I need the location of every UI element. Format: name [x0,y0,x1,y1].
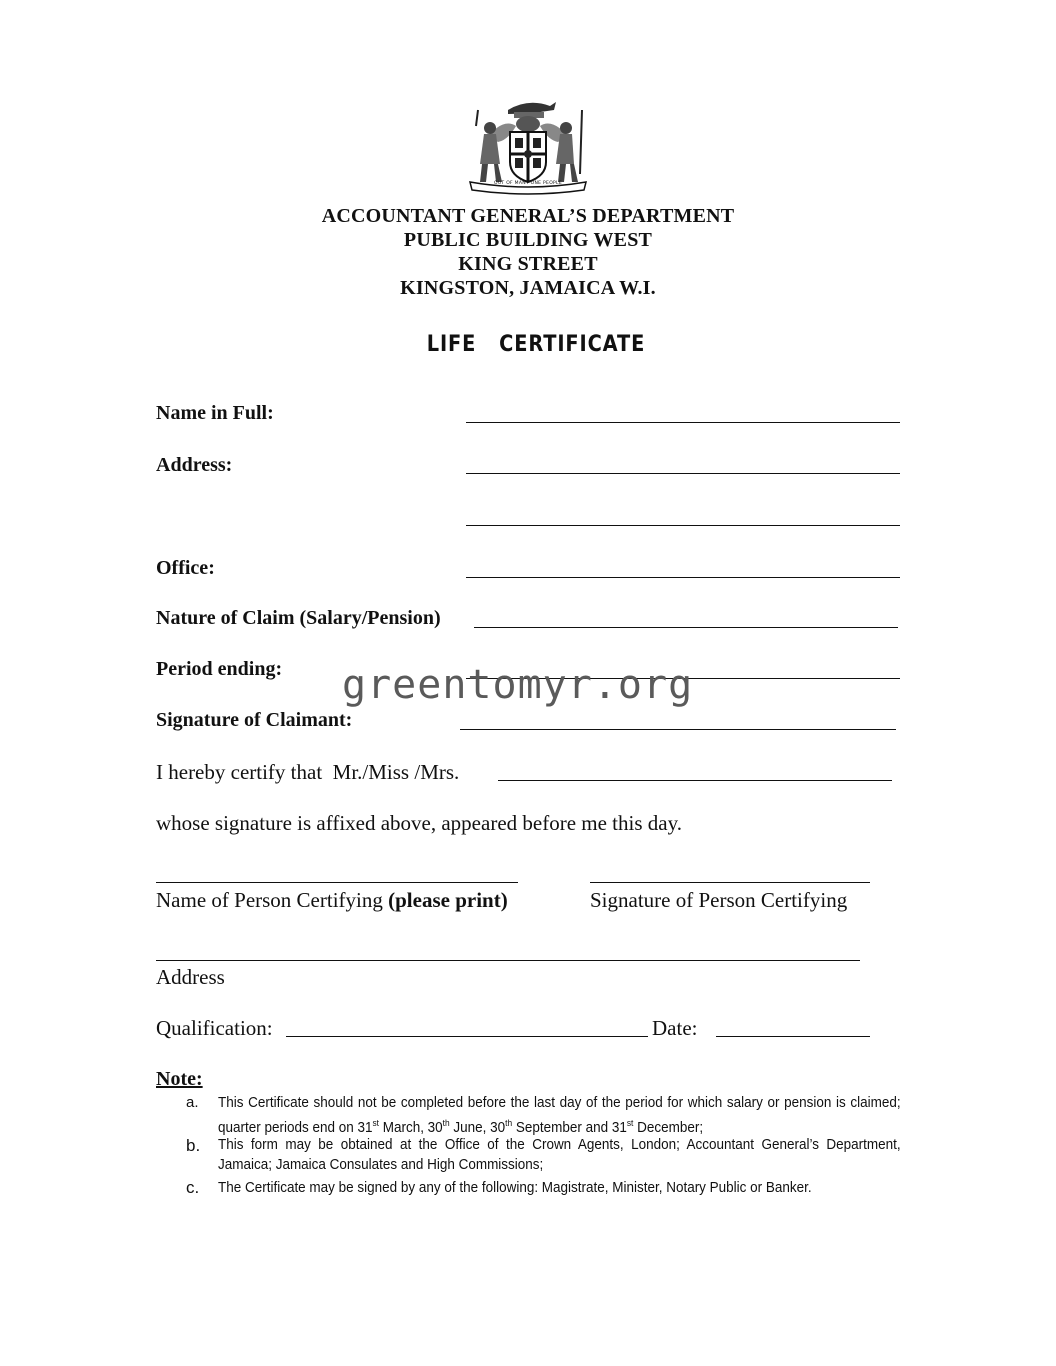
address-label: Address: [156,454,233,476]
qualification-label: Qualification: [156,1016,273,1040]
certify-statement: I hereby certify that Mr./Miss /Mrs. [156,760,460,784]
note-a-sup: st [626,1118,634,1128]
note-b-letter: b. [186,1136,201,1155]
note-a-text-part: December; [633,1119,704,1136]
street-name: KING STREET [458,253,598,275]
department-name: ACCOUNTANT GENERAL’S DEPARTMENT [321,205,735,227]
certifier-signature-field[interactable] [590,882,870,883]
note-c-letter: c. [186,1178,200,1197]
note-heading: Note: [156,1068,203,1090]
note-a-text-part: September and 31 [512,1119,627,1136]
certifier-name-label [156,888,508,913]
note-a-text-part: March, 30 [378,1119,443,1136]
note-a-sup: th [442,1118,450,1128]
nature-of-claim-field[interactable] [474,627,898,628]
crest-motto: OUT OF MANY ONE PEOPLE [493,181,563,186]
document-title: LIFE CERTIFICATE [426,332,646,357]
name-label: Name in Full: [156,402,274,424]
certifier-name-label-text: Name of Person Certifying [156,888,389,912]
office-field[interactable] [466,577,900,578]
certifier-name-field[interactable] [156,882,518,883]
watermark: greentomyr.org [342,662,694,708]
certifier-signature-label: Signature of Person Certifying [590,888,848,912]
date-label: Date: [652,1016,698,1040]
note-a-letter: a. [186,1094,199,1111]
note-a-sup: th [505,1118,513,1128]
office-label: Office: [156,557,215,579]
period-ending-label: Period ending: [156,658,283,680]
qualification-field[interactable] [286,1036,648,1037]
claimant-signature-field[interactable] [460,729,896,730]
nature-of-claim-label: Nature of Claim (Salary/Pension) [156,607,441,629]
note-a-text-part: June, 30 [449,1119,506,1136]
note-b-text: This form may be obtained at the Office of the Crown Agents, London; Accountant General’s Department, Jamaica; Jamaica Consulates and High Commissions; [218,1137,901,1173]
note-a-text [218,1093,901,1138]
note-a-sup: st [372,1118,379,1128]
note-a-text-part: This Certificate should not be completed before the last day of the period for which salary or pension is claimed; quarter periods end on 31 [218,1095,901,1136]
claimant-signature-label: Signature of Claimant: [156,709,353,731]
building-name: PUBLIC BUILDING WEST [403,229,653,251]
certified-person-field[interactable] [498,780,892,781]
certifier-address-field[interactable] [156,960,860,961]
certifier-address-label: Address [156,965,225,989]
note-c-text: The Certificate may be signed by any of the following: Magistrate, Minister, Notary Public or Banker. [218,1180,812,1196]
appearance-statement: whose signature is affixed above, appeared before me this day. [156,811,682,835]
city-name: KINGSTON, JAMAICA W.I. [400,277,656,299]
address-field-line2[interactable] [466,525,900,526]
please-print-hint: (please print) [388,888,508,912]
date-field[interactable] [716,1036,870,1037]
address-field-line1[interactable] [466,473,900,474]
name-field[interactable] [466,422,900,423]
